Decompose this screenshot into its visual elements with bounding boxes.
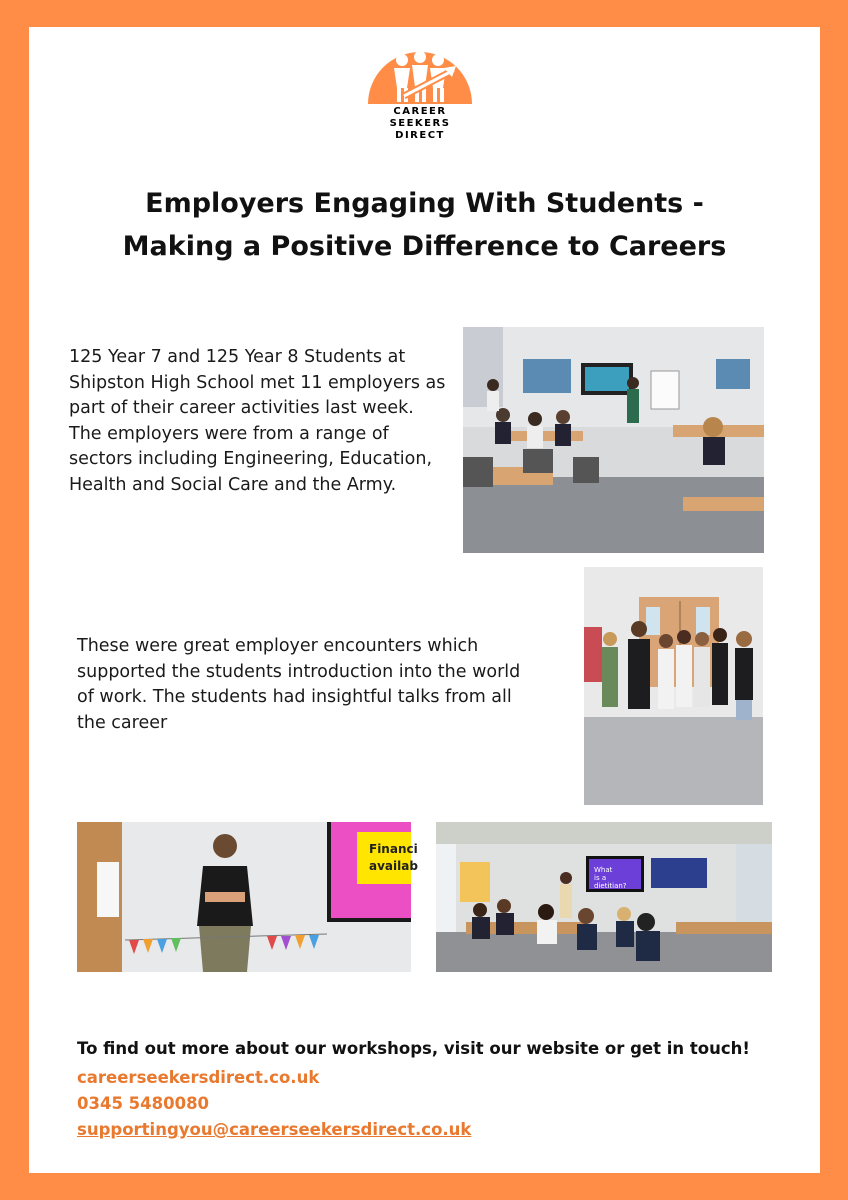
logo-wordmark: [364, 106, 476, 142]
people-arrow-logo-icon: [364, 46, 476, 106]
intro-paragraph: 125 Year 7 and 125 Year 8 Students at Shipston High School met 11 employers as part of their career activities last week. The employers were from a range of sectors including Engineering, Education, Health and Social Care and the Army.: [69, 347, 446, 495]
title-line-1: Employers Engaging With Students -: [145, 188, 704, 219]
employers-group-photo: [584, 567, 763, 805]
website-link[interactable]: careerseekersdirect.co.uk: [77, 1068, 320, 1087]
career-seekers-direct-logo: [364, 46, 476, 150]
page-title: [69, 182, 780, 268]
logo-line-2: SEEKERS: [389, 118, 451, 129]
call-to-action: To find out more about our workshops, visit our website or get in touch!: [77, 1039, 750, 1058]
logo-line-3: DIRECT: [395, 130, 445, 141]
email-link[interactable]: supportingyou@careerseekersdirect.co.uk: [77, 1120, 472, 1139]
dietitian-classroom-photo: [436, 822, 772, 972]
screen-text-line-c: dietitian?: [594, 882, 627, 890]
phone-link[interactable]: 0345 5480080: [77, 1094, 210, 1113]
presenter-photo: [77, 822, 418, 972]
encounters-paragraph: These were great employer encounters which supported the students introduction into the world of work. The students had insightful talks from all the career: [77, 636, 521, 733]
title-line-2: Making a Positive Difference to Careers: [122, 231, 727, 262]
screen-text-line-b: is a: [594, 874, 607, 882]
poster-page: [29, 27, 820, 1173]
logo-line-1: CAREER: [393, 106, 447, 117]
screen-text-line-2: availab: [369, 859, 418, 873]
screen-text-line-1: Financi: [369, 842, 418, 856]
screen-text-line-a: What: [594, 866, 613, 874]
classroom-photo: [463, 327, 764, 553]
contact-footer: [77, 1037, 797, 1143]
